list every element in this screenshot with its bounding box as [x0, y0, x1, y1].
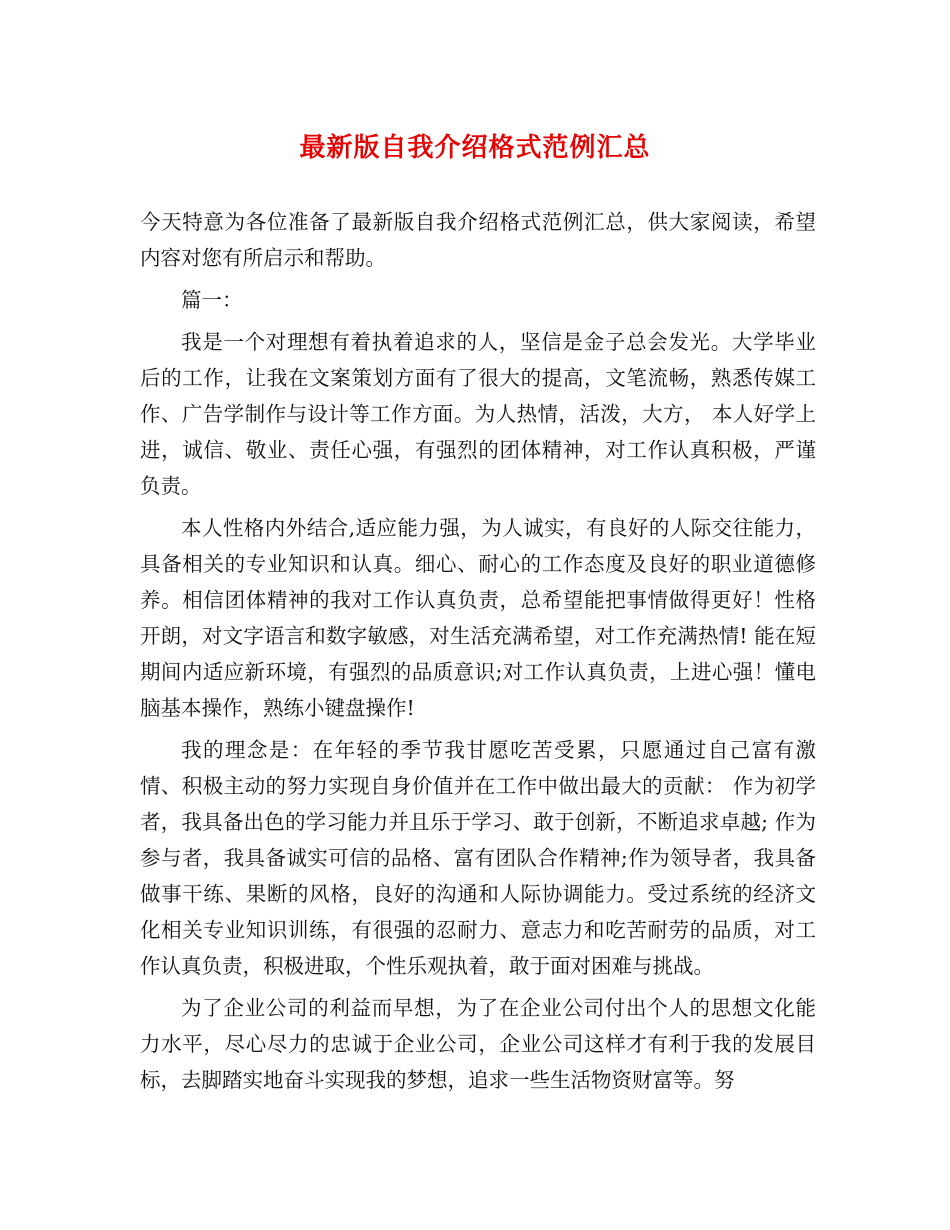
document-title: 最新版自我介绍格式范例汇总 [299, 133, 651, 163]
document-body [140, 204, 816, 1104]
body-paragraph-4: 为了企业公司的利益而早想，为了在企业公司付出个人的思想文化能力水平，尽心尽力的忠诚于企业公司，企业公司这样才有利于我的发展目标，去脚踏实地奋斗实现我的梦想，追求一些生活物资财富等。努 [140, 996, 816, 1092]
body-paragraph-2: 本人性格内外结合,适应能力强，为人诚实，有良好的人际交往能力，具备相关的专业知识和认真。细心、耐心的工作态度及良好的职业道德修养。相信团体精神的我对工作认真负责，总希望能把事情做得更好！性格开朗，对文字语言和数字敏感，对生活充满希望，对工作充满热情! 能在短期间内适应新环境，有强烈的品质意识;对工作认真负责，上进心强！懂电脑基本操作，熟练小键盘操作! [140, 516, 816, 720]
body-paragraph-1: 我是一个对理想有着执着追求的人，坚信是金子总会发光。大学毕业后的工作，让我在文案策划方面有了很大的提高，文笔流畅，熟悉传媒工作、广告学制作与设计等工作方面。为人热情，活泼，大方， 本人好学上进，诚信、敬业、责任心强，有强烈的团体精神，对工作认真积极，严谨负责。 [140, 330, 816, 498]
body-paragraph-3: 我的理念是：在年轻的季节我甘愿吃苦受累，只愿通过自己富有激情、积极主动的努力实现自身价值并在工作中做出最大的贡献： 作为初学者，我具备出色的学习能力并且乐于学习、敢于创新，不断追求卓越; 作为参与者，我具备诚实可信的品格、富有团队合作精神;作为领导者，我具备做事干练、果断的风格，良好的沟通和人际协调能力。受过系统的经济文化相关专业知识训练，有很强的忍耐力、意志力和吃苦耐劳的品质，对工作认真负责，积极进取，个性乐观执着，敢于面对困难与挑战。 [140, 738, 816, 978]
section-label: 篇一： [181, 288, 243, 312]
intro-paragraph: 今天特意为各位准备了最新版自我介绍格式范例汇总，供大家阅读，希望内容对您有所启示和帮助。 [140, 210, 816, 270]
